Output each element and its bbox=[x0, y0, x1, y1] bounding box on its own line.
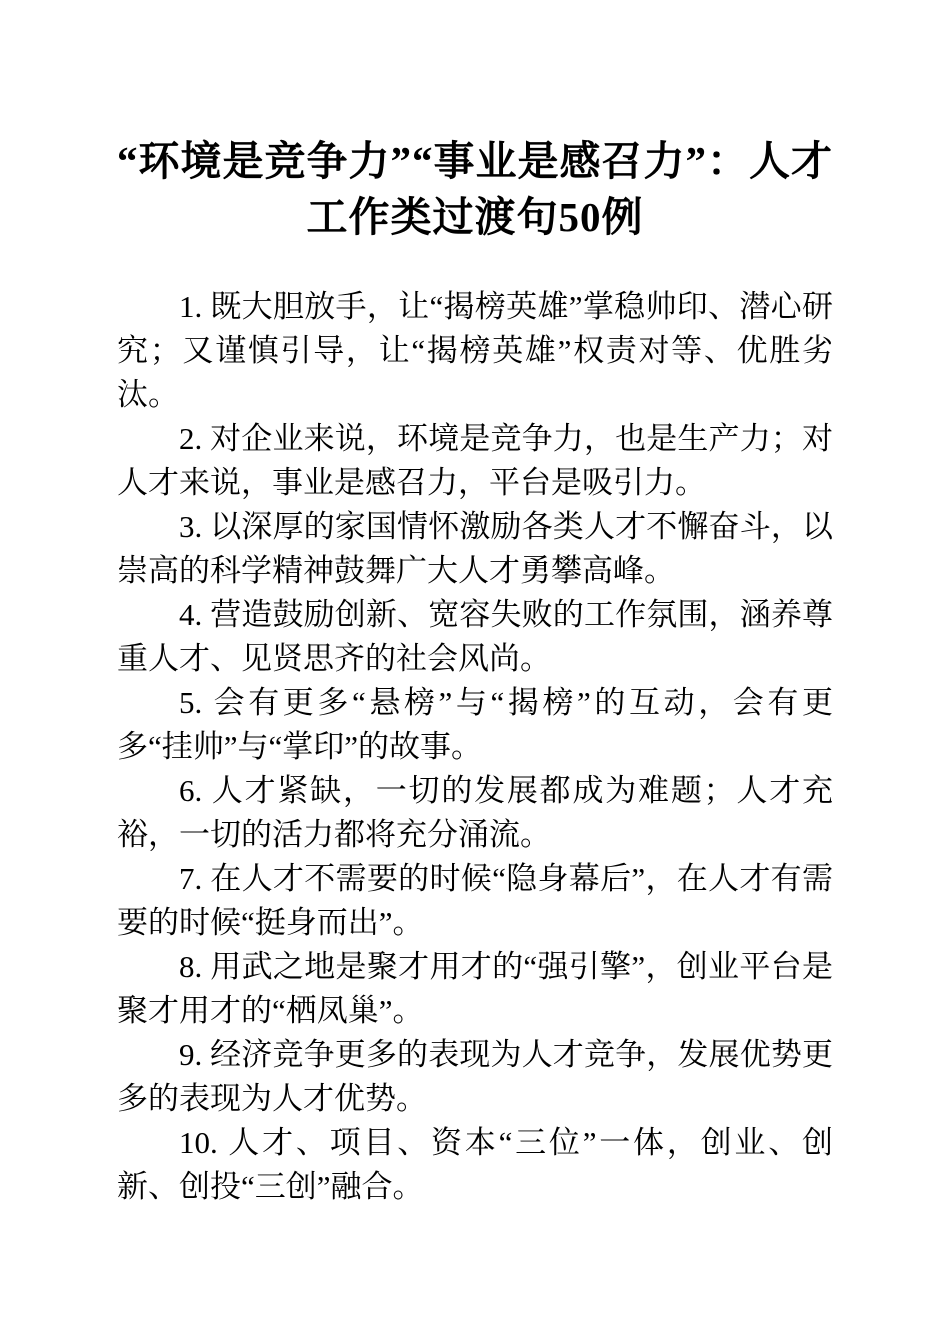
paragraph: 1. 既大胆放手，让“揭榜英雄”掌稳帅印、潜心研究；又谨慎引导，让“揭榜英雄”权责对等、优胜劣汰。 bbox=[117, 289, 833, 412]
paragraph: 4. 营造鼓励创新、宽容失败的工作氛围，涵养尊重人才、见贤思齐的社会风尚。 bbox=[117, 597, 833, 676]
paragraph: 9. 经济竞争更多的表现为人才竞争，发展优势更多的表现为人才优势。 bbox=[117, 1037, 833, 1116]
paragraph: 3. 以深厚的家国情怀激励各类人才不懈奋斗，以崇高的科学精神鼓舞广大人才勇攀高峰。 bbox=[117, 509, 833, 588]
paragraph: 2. 对企业来说，环境是竞争力，也是生产力；对人才来说，事业是感召力，平台是吸引力。 bbox=[117, 421, 833, 500]
page-title: “环境是竞争力”“事业是感召力”：人才工作类过渡句50例 bbox=[117, 138, 833, 240]
paragraph: 8. 用武之地是聚才用才的“强引擎”，创业平台是聚才用才的“栖凤巢”。 bbox=[117, 949, 833, 1028]
paragraph: 7. 在人才不需要的时候“隐身幕后”，在人才有需要的时候“挺身而出”。 bbox=[117, 861, 833, 940]
paragraph: 10. 人才、项目、资本“三位”一体，创业、创新、创投“三创”融合。 bbox=[117, 1125, 833, 1204]
paragraph: 5. 会有更多“悬榜”与“揭榜”的互动，会有更多“挂帅”与“掌印”的故事。 bbox=[117, 685, 833, 764]
paragraph-list bbox=[117, 285, 833, 1209]
paragraph: 6. 人才紧缺，一切的发展都成为难题；人才充裕，一切的活力都将充分涌流。 bbox=[117, 773, 833, 852]
